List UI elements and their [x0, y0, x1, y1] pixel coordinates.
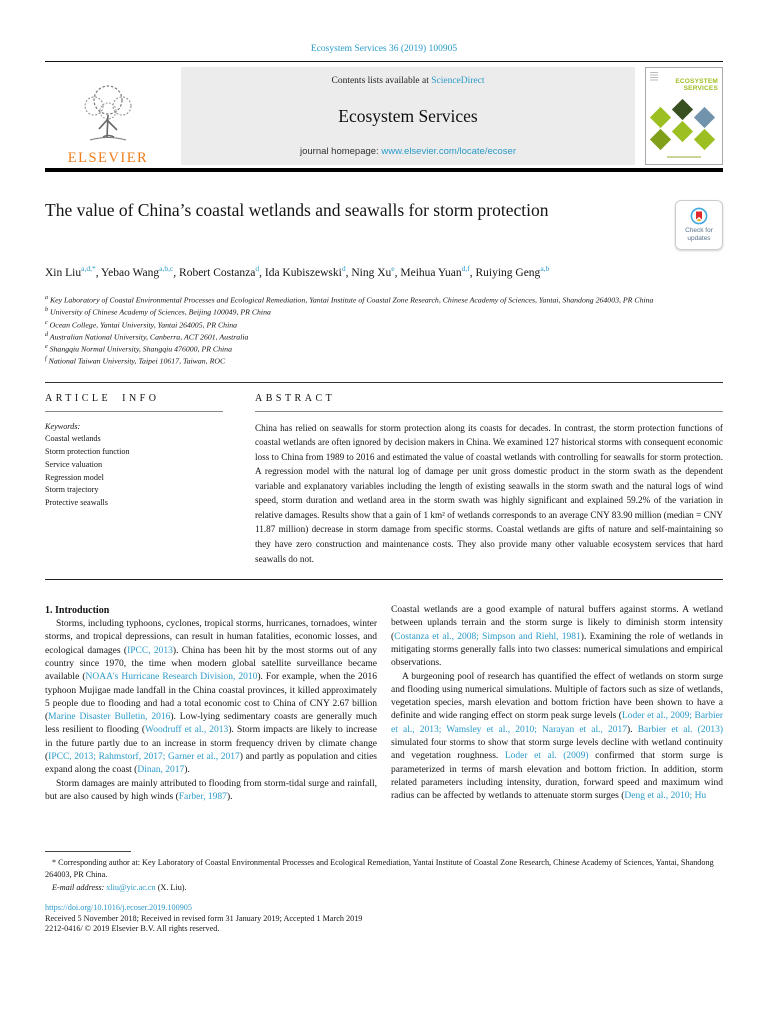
author: Yebao Wang$^{a,b,c}$ — [101, 264, 174, 279]
cover-mosaic-tile — [694, 129, 715, 150]
body-text-segment: ). For example, when the 2016 typhoon Mujigae made landfall in the China coastal provinces, it killed approximately 5 people due to flooding and had a total economic cost to China of CNY 2.67 billion ( — [45, 672, 377, 723]
copyright-line: 2212-0416/ © 2019 Elsevier B.V. All rights reserved. — [45, 923, 220, 933]
body-text-segment: A burgeoning pool of research has quantified the effect of wetlands on storm surge and flooding using numerical simulations. Multiple of factors such as size of wetlands, vegetation species, marsh elevation and bottom friction have been shown to have a definite and wide ranging effect on storm peak surge levels ( — [391, 671, 723, 722]
citation-link[interactable]: Loder et al. (2009) — [504, 751, 589, 762]
keyword: Storm protection function — [45, 447, 130, 457]
affiliation: $^f$ National Taiwan University, Taipei 10617, Taiwan, ROC — [45, 356, 226, 367]
cover-mosaic-tile — [650, 107, 671, 128]
paragraph — [391, 671, 723, 804]
author-affiliation-marker: a,b,c — [159, 264, 174, 273]
journal-banner — [45, 67, 723, 165]
keyword: Protective seawalls — [45, 497, 108, 507]
header-rule — [45, 61, 723, 62]
email-label: E-mail address: — [52, 882, 105, 892]
affiliation: $^e$ Shangqiu Normal University, Shangqiu 476000, PR China — [45, 344, 232, 354]
body-text-segment: ). — [184, 765, 190, 776]
email-suffix: (X. Liu). — [155, 882, 187, 892]
homepage-line — [300, 146, 516, 157]
cover-publisher-mark-icon — [650, 72, 658, 82]
cover-mosaic-tile — [694, 107, 715, 128]
elsevier-tree-icon — [64, 83, 152, 149]
body-text-segment: Coastal wetlands are a good example of natural buffers against storms. A wetland between uplands terrain and the storm surge is likely to diminish storm intensity ( — [391, 605, 723, 642]
keyword-list — [45, 433, 223, 509]
author-affiliation-marker: a,b — [540, 264, 550, 273]
info-top-rule — [45, 382, 723, 383]
cover-title-line2: SERVICES — [683, 85, 718, 93]
check-for-updates-badge[interactable] — [675, 200, 723, 250]
affiliation-list — [45, 294, 723, 368]
affiliation: $^c$ Ocean College, Yantai University, Yantai 264005, PR China — [45, 319, 238, 330]
contents-prefix: Contents lists available at — [331, 76, 432, 86]
citation-link[interactable]: Barbier et al. (2013) — [637, 724, 723, 735]
citation-link[interactable]: NOAA's Hurricane Research Division, 2010 — [85, 672, 258, 683]
author: Ida Kubiszewski$^d$ — [264, 264, 346, 279]
paragraph — [45, 618, 377, 778]
keyword: Regression model — [45, 472, 104, 482]
body-text-segment: ). Low-lying sedimentary coasts are generally much less resilient to flooding ( — [45, 712, 377, 736]
citation-link[interactable]: Loder et al., 2009; Barbier et al., 2013; Wamsley et al., 2010; Narayan et al., 2017 — [391, 711, 723, 735]
citation-link[interactable]: Deng et al., 2010; Hu — [624, 791, 707, 802]
journal-name: Ecosystem Services — [338, 105, 478, 126]
paragraph — [45, 778, 377, 805]
body-text-segment: ). Storm impacts are likely to increase in the future partly due to an increase in storm frequency driven by climate change ( — [45, 725, 377, 763]
abstract-heading: ABSTRACT — [255, 392, 336, 404]
cover-title — [675, 78, 718, 93]
abstract-text: China has relied on seawalls for storm protection along its coasts for decades. In contrast, the storm protection functions of coastal wetlands are often ignored by decision makers in China. We examined 127 historical storms with consequent economic loss to China from 1989 to 2016 and estimated the value of coastal wetlands with controlling for seawalls for storm protection. A regression model with the natural log of damage per unit gross domestic product in the storm swath as the dependent variable and explanatory variables including the length of existing seawalls in the storm swath and the natural logs of wind speed, storm duration and wetland area in the storm swath was highly significant and explained 59.2% of the variation in relative damages. Results show that a gain of 1 km² of wetlands corresponds to an average CNY 83.90 million (median = CNY 11.87 million) decrease in storm damage from specific storms. Coastal wetlands are gifts of nature and self-maintaining so they have zero construction and maintenance costs. They also provide many other valuable ecosystem services that hard seawalls do not. — [255, 422, 723, 564]
citation-link[interactable]: Dinan, 2017 — [137, 765, 185, 776]
journal-homepage-link[interactable]: www.elsevier.com/locate/ecoser — [381, 146, 516, 157]
article-info-heading: ARTICLE INFO — [45, 392, 160, 404]
abstract-rule — [255, 411, 723, 412]
author-affiliation-marker: d — [341, 264, 346, 273]
citation-link[interactable]: Farber, 1987 — [178, 791, 227, 802]
page-title: The value of China’s coastal wetlands and seawalls for storm protection — [45, 200, 549, 220]
cover-mosaic-tile — [650, 129, 671, 150]
body-text-segment: Storm damages are mainly attributed to flooding from storm-tidal surge and rainfall, but are also caused by high winds ( — [45, 778, 377, 802]
body-text-segment: Storms, including typhoons, cyclones, tropical storms, hurricanes, tornadoes, winter storms, and tropical depressions, can result in human fatalities, economic losses, and ecological damages ( — [45, 619, 377, 656]
body-text-segment: ). Examining the role of wetlands in mitigating storms generally falls into two classes: numerical simulations and empirical observations. — [391, 631, 723, 669]
citation-link[interactable]: IPCC, 2013; Rahmstorf, 2017; Garner et al., 2017 — [48, 752, 240, 763]
body-text-segment: confirmed that storm surge is parameterized in terms of marsh elevation and bottom friction. In addition, storm related parameters including intensity, duration, forward speed and maximum wind radius can be affected by wetlands to attenuate storm surges ( — [391, 751, 723, 802]
keyword: Coastal wetlands — [45, 434, 101, 444]
keywords-block — [45, 421, 223, 510]
received-dates: Received 5 November 2018; Received in revised form 31 January 2019; Accepted 1 March 2019 — [45, 913, 363, 923]
body-text-segment: ). — [226, 791, 233, 802]
citation-link[interactable]: Costanza et al., 2008; Simpson and Riehl, 1981 — [394, 631, 581, 642]
body-column-left — [45, 604, 377, 856]
affiliation: $^a$ Key Laboratory of Coastal Environmental Processes and Ecological Remediation, Yantai Institute of Coastal Zone Research, Chinese Academy of Sciences, Yantai, Shandong 264003, PR China — [45, 295, 654, 305]
check-updates-label: Check for updates — [685, 226, 713, 242]
citation-link[interactable]: Woodruff et al., 2013 — [145, 725, 229, 736]
keyword: Storm trajectory — [45, 485, 99, 495]
section-heading: 1. Introduction — [45, 605, 110, 617]
article-info-rule — [45, 411, 223, 412]
citation-link[interactable]: Marine Disaster Bulletin, 2016 — [48, 712, 171, 723]
body-text-segment: ). China has been hit by the most storms out of any country since 1970, the time when modern global satellite surveillance became available ( — [45, 645, 378, 683]
author-affiliation-marker: d,f — [461, 264, 470, 273]
author-affiliation-marker: e — [391, 264, 395, 273]
footnote-rule — [45, 851, 131, 852]
keyword: Service valuation — [45, 459, 103, 469]
cover-mosaic-tile — [672, 99, 693, 120]
affiliation: $^d$ Australian National University, Canberra, ACT 2601, Australia — [45, 331, 249, 342]
elsevier-logo[interactable] — [45, 67, 171, 165]
author-affiliation-marker: a,d,* — [81, 264, 96, 273]
journal-cover-thumbnail[interactable] — [645, 67, 723, 165]
cover-mosaic-tile — [672, 121, 693, 142]
abstract-bottom-rule — [45, 579, 723, 580]
doi-link[interactable]: https://doi.org/10.1016/j.ecoser.2019.100905 — [45, 902, 192, 912]
banner-bottom-bar — [45, 168, 723, 172]
author-list: Xin Liu$^{a,d,*}$, Yebao Wang$^{a,b,c}$, Robert Costanza$^d$, Ida Kubiszewski$^d$, Ning Xu$^e$, Meihua Yuan$^{d,f}$, Ruiying Geng$^{a,b}$ — [45, 264, 550, 279]
elsevier-wordmark: ELSEVIER — [67, 149, 149, 166]
banner-center — [181, 67, 635, 165]
keywords-label: Keywords: — [45, 421, 81, 431]
cover-footer-line — [667, 156, 701, 158]
email-line — [45, 883, 723, 892]
author: Xin Liu$^{a,d,*}$ — [45, 264, 96, 279]
affiliation: $^b$ University of Chinese Academy of Sciences, Beijing 100049, PR China — [45, 307, 271, 317]
author-affiliation-marker: d — [255, 264, 260, 273]
homepage-prefix: journal homepage: — [300, 146, 382, 157]
sciencedirect-link[interactable]: ScienceDirect — [431, 76, 485, 86]
citation-link[interactable]: IPCC, 2013 — [127, 645, 173, 656]
author: Meihua Yuan$^{d,f}$ — [400, 264, 470, 279]
check-updates-icon — [690, 207, 708, 225]
cover-title-line1: ECOSYSTEM — [675, 78, 718, 85]
article-info-column — [45, 393, 223, 566]
corresponding-author-note: * Corresponding author at: Key Laboratory of Coastal Environmental Processes and Ecological Remediation, Yantai Institute of Coastal Zone Research, Chinese Academy of Sciences, Yantai, Shandong 264003, PR China. — [45, 858, 714, 880]
body-text-segment: ). — [627, 724, 638, 735]
page-footer — [45, 851, 723, 933]
author: Ning Xu$^e$ — [351, 264, 395, 279]
paragraph — [391, 604, 723, 670]
body-column-right — [391, 604, 723, 856]
author: Robert Costanza$^d$ — [179, 264, 260, 279]
abstract-column — [255, 393, 723, 566]
info-section — [45, 393, 723, 566]
body-text — [45, 604, 723, 856]
author: Ruiying Geng$^{a,b}$ — [475, 264, 550, 279]
contents-line — [331, 76, 484, 86]
journal-citation: Ecosystem Services 36 (2019) 100905 — [310, 44, 458, 54]
body-text-segment: ) and partly as population and cities expand along the coast ( — [45, 752, 377, 776]
body-text-segment: simulated four storms to show that storm surge levels decline with wetland continuity and vegetation roughness. — [391, 738, 723, 762]
email-link[interactable]: xliu@yic.ac.cn — [106, 882, 156, 892]
